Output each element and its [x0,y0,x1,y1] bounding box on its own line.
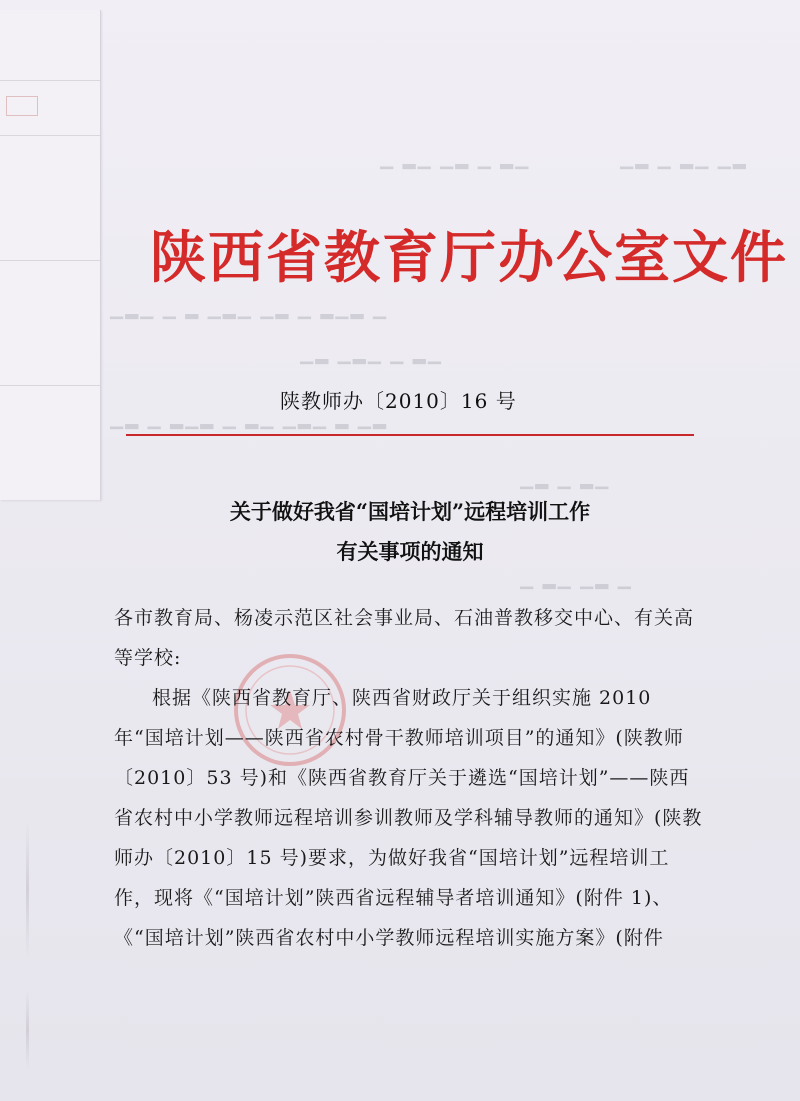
binding-edge [26,990,29,1070]
slip-stamp-mark [6,96,38,116]
slip-rule [0,260,100,261]
slip-rule [0,135,100,136]
body-paragraph: 根据《陕西省教育厅、陕西省财政厅关于组织实施 2010 年“国培计划——陕西省农村骨干教师培训项目”的通知》(陕教师〔2010〕53 号)和《陕西省教育厅关于遴选“国培计划”——陕西省农村中小学教师远程培训参训教师及学科辅导教师的通知》(陕教师办〔2010〕15 号)要求，为做好我省“国培计划”远程培训工作，现将《“国培计划”陕西省远程辅导者培训通知》(附件 1)、《“国培计划”陕西省农村中小学教师远程培训实施方案》(附件 [114,687,703,949]
notice-title-line2: 有关事项的通知 [336,539,484,564]
binding-edge [26,820,29,960]
salutation: 各市教育局、杨凌示范区社会事业局、石油普教移交中心、有关高等学校: [114,607,695,669]
issuer-title: 陕西省教育厅办公室文件 [150,225,788,291]
document-number: 陕教师办〔2010〕16 号 [280,389,517,413]
bleed-through-line: ▁▂ ▁ ▂▁▂ ▁ ▂▁ ▁▂▁ ▂ ▁▂ [110,410,388,430]
bleed-through-line: ▁ ▂▁ ▁▂ ▁ ▂▁ [380,150,531,170]
bleed-through-line: ▁ ▂▁ ▁▂ ▁ [520,570,633,590]
bleed-through-line: ▁▂ ▁ ▂▁ [520,470,611,490]
slip-rule [0,385,100,386]
bleed-through-line: ▁▂ ▁▂▁ ▁ ▂▁ [300,345,443,365]
red-divider-line [126,434,694,436]
slip-rule [0,80,100,81]
bleed-through-line: ▁▂▁ ▁ ▂ ▁▂▁ ▁▂ ▁ ▂▁▂ ▁ [110,300,388,320]
attached-slip [0,10,101,500]
notice-title-line1: 关于做好我省“国培计划”远程培训工作 [229,499,591,524]
bleed-through-line: ▁▂ ▁ ▂▁ ▁▂ [620,150,748,170]
